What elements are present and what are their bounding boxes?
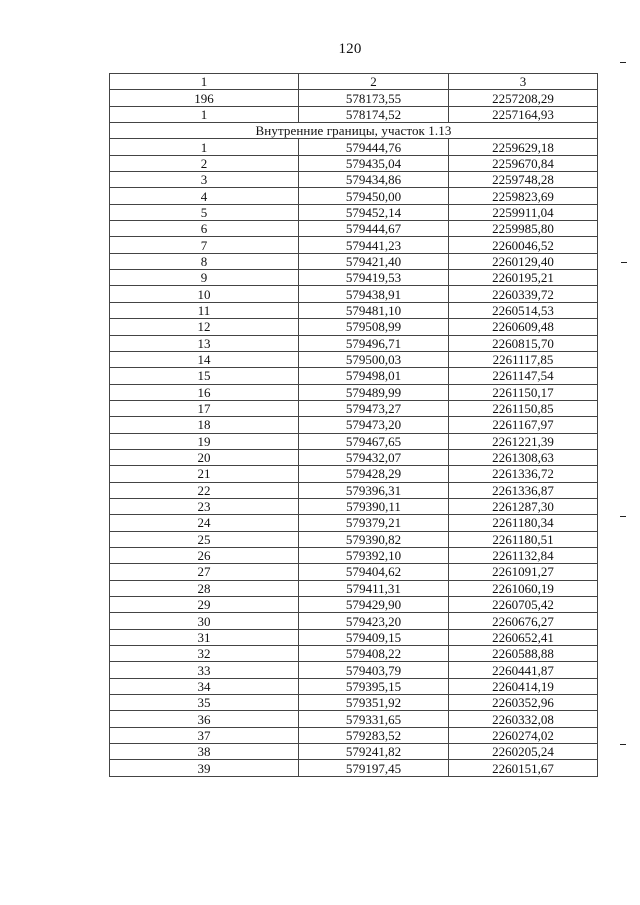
y-coordinate-cell: 2260705,42 xyxy=(449,597,598,613)
point-number-cell: 33 xyxy=(110,662,299,678)
point-number-cell: 22 xyxy=(110,482,299,498)
table-row xyxy=(110,400,598,416)
scan-mark xyxy=(620,516,626,517)
y-coordinate-cell: 2257164,93 xyxy=(449,106,598,122)
y-coordinate-cell: 2260205,24 xyxy=(449,744,598,760)
point-number-cell: 11 xyxy=(110,302,299,318)
point-number-cell: 35 xyxy=(110,695,299,711)
x-coordinate-cell: 579429,90 xyxy=(299,597,449,613)
table-row xyxy=(110,221,598,237)
table-row xyxy=(110,417,598,433)
point-number-cell: 14 xyxy=(110,351,299,367)
y-coordinate-cell: 2261117,85 xyxy=(449,351,598,367)
table-row xyxy=(110,204,598,220)
table-row xyxy=(110,695,598,711)
y-coordinate-cell: 2260332,08 xyxy=(449,711,598,727)
y-coordinate-cell: 2259748,28 xyxy=(449,172,598,188)
table-row xyxy=(110,237,598,253)
point-number-cell: 37 xyxy=(110,727,299,743)
y-coordinate-cell: 2260609,48 xyxy=(449,319,598,335)
page-number: 120 xyxy=(338,41,362,57)
y-coordinate-cell: 2260652,41 xyxy=(449,629,598,645)
x-coordinate-cell: 579419,53 xyxy=(299,270,449,286)
table-row xyxy=(110,449,598,465)
point-number-cell: 4 xyxy=(110,188,299,204)
column-header-x: 2 xyxy=(299,74,449,90)
point-number-cell: 18 xyxy=(110,417,299,433)
x-coordinate-cell: 579241,82 xyxy=(299,744,449,760)
point-number-cell: 29 xyxy=(110,597,299,613)
x-coordinate-cell: 579392,10 xyxy=(299,547,449,563)
y-coordinate-cell: 2261060,19 xyxy=(449,580,598,596)
y-coordinate-cell: 2259985,80 xyxy=(449,221,598,237)
x-coordinate-cell: 579432,07 xyxy=(299,449,449,465)
point-number-cell: 1 xyxy=(110,106,299,122)
x-coordinate-cell: 579428,29 xyxy=(299,466,449,482)
table-row xyxy=(110,711,598,727)
x-coordinate-cell: 579444,67 xyxy=(299,221,449,237)
table-row xyxy=(110,547,598,563)
x-coordinate-cell: 579441,23 xyxy=(299,237,449,253)
y-coordinate-cell: 2260046,52 xyxy=(449,237,598,253)
table-row xyxy=(110,515,598,531)
x-coordinate-cell: 578174,52 xyxy=(299,106,449,122)
table-row xyxy=(110,564,598,580)
table-row xyxy=(110,727,598,743)
y-coordinate-cell: 2260151,67 xyxy=(449,760,598,776)
y-coordinate-cell: 2260414,19 xyxy=(449,678,598,694)
x-coordinate-cell: 579444,76 xyxy=(299,139,449,155)
column-header-point: 1 xyxy=(110,74,299,90)
y-coordinate-cell: 2260815,70 xyxy=(449,335,598,351)
table-row xyxy=(110,90,598,106)
point-number-cell: 32 xyxy=(110,646,299,662)
point-number-cell: 3 xyxy=(110,172,299,188)
table-row xyxy=(110,270,598,286)
table-row xyxy=(110,629,598,645)
y-coordinate-cell: 2260676,27 xyxy=(449,613,598,629)
table-row xyxy=(110,580,598,596)
table-row xyxy=(110,613,598,629)
point-number-cell: 17 xyxy=(110,400,299,416)
x-coordinate-cell: 579500,03 xyxy=(299,351,449,367)
y-coordinate-cell: 2261150,85 xyxy=(449,400,598,416)
table-row xyxy=(110,678,598,694)
y-coordinate-cell: 2261132,84 xyxy=(449,547,598,563)
y-coordinate-cell: 2259670,84 xyxy=(449,155,598,171)
point-number-cell: 23 xyxy=(110,498,299,514)
table-row xyxy=(110,662,598,678)
table-header-row xyxy=(110,74,598,90)
table-row xyxy=(110,433,598,449)
point-number-cell: 25 xyxy=(110,531,299,547)
point-number-cell: 16 xyxy=(110,384,299,400)
x-coordinate-cell: 579438,91 xyxy=(299,286,449,302)
x-coordinate-cell: 579403,79 xyxy=(299,662,449,678)
scan-mark xyxy=(620,62,626,63)
x-coordinate-cell: 579423,20 xyxy=(299,613,449,629)
point-number-cell: 21 xyxy=(110,466,299,482)
point-number-cell: 196 xyxy=(110,90,299,106)
coordinates-table-body xyxy=(110,74,598,777)
point-number-cell: 6 xyxy=(110,221,299,237)
x-coordinate-cell: 579435,04 xyxy=(299,155,449,171)
x-coordinate-cell: 579409,15 xyxy=(299,629,449,645)
y-coordinate-cell: 2257208,29 xyxy=(449,90,598,106)
point-number-cell: 20 xyxy=(110,449,299,465)
point-number-cell: 24 xyxy=(110,515,299,531)
y-coordinate-cell: 2261287,30 xyxy=(449,498,598,514)
coordinates-table xyxy=(109,73,598,777)
x-coordinate-cell: 579496,71 xyxy=(299,335,449,351)
y-coordinate-cell: 2260129,40 xyxy=(449,253,598,269)
x-coordinate-cell: 579404,62 xyxy=(299,564,449,580)
table-row xyxy=(110,319,598,335)
x-coordinate-cell: 579351,92 xyxy=(299,695,449,711)
x-coordinate-cell: 579473,27 xyxy=(299,400,449,416)
table-row xyxy=(110,139,598,155)
point-number-cell: 27 xyxy=(110,564,299,580)
point-number-cell: 19 xyxy=(110,433,299,449)
table-row xyxy=(110,302,598,318)
point-number-cell: 28 xyxy=(110,580,299,596)
point-number-cell: 36 xyxy=(110,711,299,727)
table-row xyxy=(110,172,598,188)
y-coordinate-cell: 2261147,54 xyxy=(449,368,598,384)
scan-mark xyxy=(620,744,626,745)
point-number-cell: 1 xyxy=(110,139,299,155)
x-coordinate-cell: 579390,11 xyxy=(299,498,449,514)
point-number-cell: 10 xyxy=(110,286,299,302)
y-coordinate-cell: 2260274,02 xyxy=(449,727,598,743)
table-row xyxy=(110,106,598,122)
point-number-cell: 38 xyxy=(110,744,299,760)
table-row xyxy=(110,531,598,547)
y-coordinate-cell: 2260339,72 xyxy=(449,286,598,302)
y-coordinate-cell: 2261167,97 xyxy=(449,417,598,433)
y-coordinate-cell: 2260514,53 xyxy=(449,302,598,318)
y-coordinate-cell: 2261336,72 xyxy=(449,466,598,482)
table-row xyxy=(110,760,598,776)
y-coordinate-cell: 2261091,27 xyxy=(449,564,598,580)
table-row xyxy=(110,597,598,613)
x-coordinate-cell: 579379,21 xyxy=(299,515,449,531)
x-coordinate-cell: 579473,20 xyxy=(299,417,449,433)
x-coordinate-cell: 579283,52 xyxy=(299,727,449,743)
point-number-cell: 15 xyxy=(110,368,299,384)
table-row xyxy=(110,466,598,482)
x-coordinate-cell: 579452,14 xyxy=(299,204,449,220)
x-coordinate-cell: 579408,22 xyxy=(299,646,449,662)
x-coordinate-cell: 579396,31 xyxy=(299,482,449,498)
section-header-row xyxy=(110,123,598,139)
y-coordinate-cell: 2261150,17 xyxy=(449,384,598,400)
table-row xyxy=(110,351,598,367)
x-coordinate-cell: 579434,86 xyxy=(299,172,449,188)
table-row xyxy=(110,482,598,498)
table-row xyxy=(110,368,598,384)
table-row xyxy=(110,498,598,514)
y-coordinate-cell: 2260441,87 xyxy=(449,662,598,678)
point-number-cell: 2 xyxy=(110,155,299,171)
scan-mark xyxy=(621,262,627,263)
point-number-cell: 26 xyxy=(110,547,299,563)
table-row xyxy=(110,384,598,400)
x-coordinate-cell: 579390,82 xyxy=(299,531,449,547)
point-number-cell: 34 xyxy=(110,678,299,694)
table-row xyxy=(110,155,598,171)
section-title: Внутренние границы, участок 1.13 xyxy=(110,123,598,139)
x-coordinate-cell: 579411,31 xyxy=(299,580,449,596)
column-header-y: 3 xyxy=(449,74,598,90)
point-number-cell: 5 xyxy=(110,204,299,220)
point-number-cell: 12 xyxy=(110,319,299,335)
x-coordinate-cell: 579481,10 xyxy=(299,302,449,318)
x-coordinate-cell: 579489,99 xyxy=(299,384,449,400)
y-coordinate-cell: 2260195,21 xyxy=(449,270,598,286)
table-row xyxy=(110,646,598,662)
y-coordinate-cell: 2259629,18 xyxy=(449,139,598,155)
point-number-cell: 7 xyxy=(110,237,299,253)
y-coordinate-cell: 2261221,39 xyxy=(449,433,598,449)
point-number-cell: 30 xyxy=(110,613,299,629)
y-coordinate-cell: 2259823,69 xyxy=(449,188,598,204)
table-row xyxy=(110,744,598,760)
y-coordinate-cell: 2261180,34 xyxy=(449,515,598,531)
point-number-cell: 8 xyxy=(110,253,299,269)
x-coordinate-cell: 579421,40 xyxy=(299,253,449,269)
point-number-cell: 13 xyxy=(110,335,299,351)
x-coordinate-cell: 578173,55 xyxy=(299,90,449,106)
x-coordinate-cell: 579508,99 xyxy=(299,319,449,335)
x-coordinate-cell: 579197,45 xyxy=(299,760,449,776)
y-coordinate-cell: 2260588,88 xyxy=(449,646,598,662)
x-coordinate-cell: 579498,01 xyxy=(299,368,449,384)
table-row xyxy=(110,188,598,204)
x-coordinate-cell: 579467,65 xyxy=(299,433,449,449)
y-coordinate-cell: 2259911,04 xyxy=(449,204,598,220)
x-coordinate-cell: 579450,00 xyxy=(299,188,449,204)
table-row xyxy=(110,253,598,269)
x-coordinate-cell: 579331,65 xyxy=(299,711,449,727)
y-coordinate-cell: 2261180,51 xyxy=(449,531,598,547)
point-number-cell: 31 xyxy=(110,629,299,645)
y-coordinate-cell: 2261336,87 xyxy=(449,482,598,498)
point-number-cell: 9 xyxy=(110,270,299,286)
y-coordinate-cell: 2260352,96 xyxy=(449,695,598,711)
point-number-cell: 39 xyxy=(110,760,299,776)
x-coordinate-cell: 579395,15 xyxy=(299,678,449,694)
table-row xyxy=(110,335,598,351)
table-row xyxy=(110,286,598,302)
y-coordinate-cell: 2261308,63 xyxy=(449,449,598,465)
